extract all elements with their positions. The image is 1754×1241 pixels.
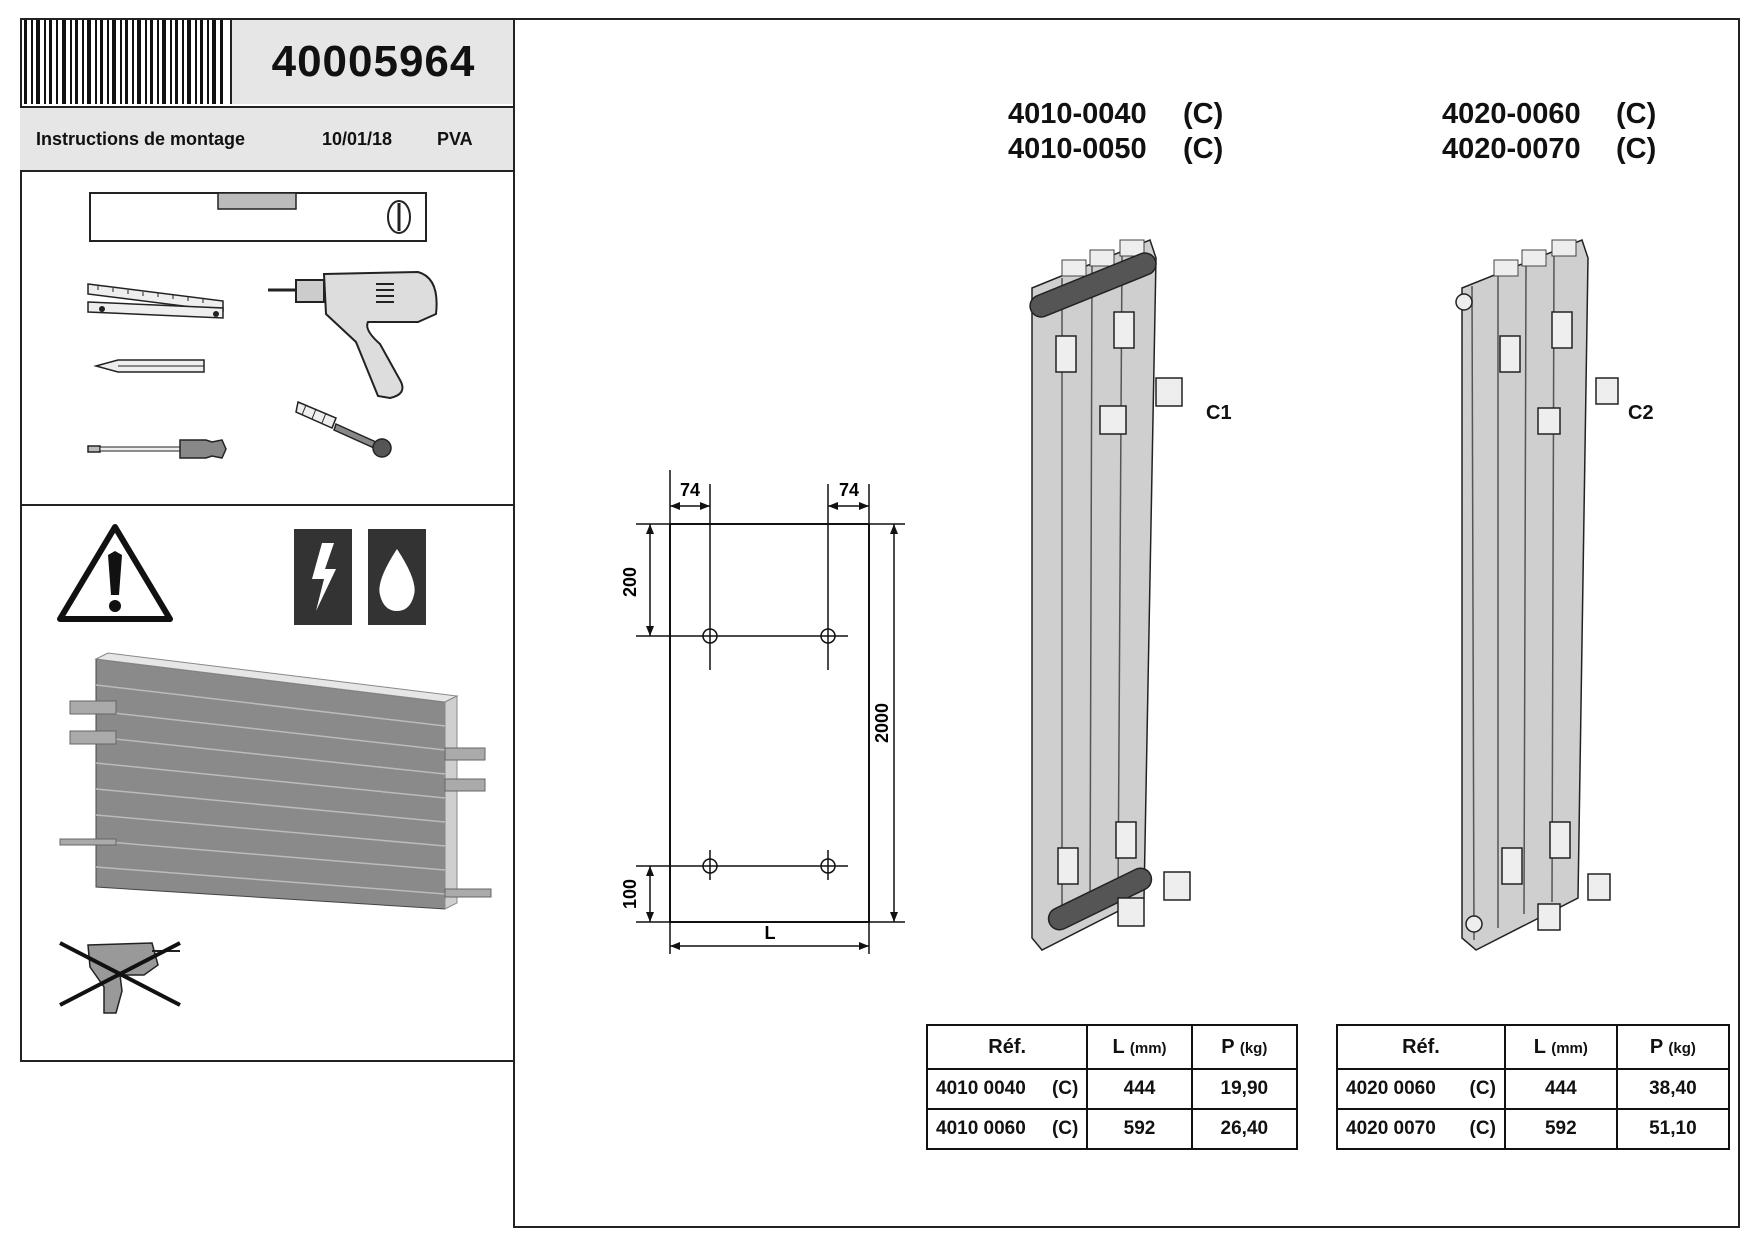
table-header-row	[1337, 1025, 1729, 1069]
mounting-drawing	[600, 470, 920, 960]
table-row: 4020 0060 (C) 444 38,40	[1337, 1069, 1729, 1109]
level-icon	[90, 193, 426, 241]
barcode	[22, 20, 230, 104]
spec-table-1	[926, 1024, 1298, 1150]
model1-line1-ref: 4010-0040	[1008, 98, 1147, 130]
barcode-bars	[24, 20, 223, 104]
pencil-icon	[96, 360, 204, 372]
model2-line2-ref: 4020-0070	[1442, 133, 1581, 165]
header-length: L (mm)	[1505, 1025, 1617, 1069]
doc-code: PVA	[437, 129, 473, 149]
screwdriver-icon	[88, 440, 226, 458]
doc-date: 10/01/18	[322, 129, 393, 149]
wall-plug-screw-icon	[296, 402, 391, 457]
doc-title: Instructions de montage	[36, 129, 246, 149]
dim-bottom-offset: 100	[620, 878, 640, 910]
bracket-label-c2: C2	[1628, 402, 1654, 424]
header-ref: Réf.	[1337, 1025, 1505, 1069]
table-row: 4010 0060 (C) 592 26,40	[927, 1109, 1297, 1149]
dim-top-offset: 200	[620, 566, 640, 598]
warnings-section	[20, 507, 515, 1060]
document-number: 40005964	[230, 20, 515, 104]
dim-width: L	[764, 923, 776, 943]
folding-rule-icon	[88, 284, 223, 318]
model2-line1-ref: 4020-0060	[1442, 98, 1581, 130]
no-drilling-icon	[60, 943, 180, 1013]
model1-line2-ref: 4010-0050	[1008, 133, 1147, 165]
header-length: L (mm)	[1087, 1025, 1191, 1069]
water-drop-icon	[368, 529, 426, 625]
table-row: 4010 0040 (C) 444 19,90	[927, 1069, 1297, 1109]
header-weight: P (kg)	[1192, 1025, 1297, 1069]
header-ref: Réf.	[927, 1025, 1087, 1069]
drill-icon	[268, 272, 437, 398]
dim-left-offset: 74	[679, 480, 701, 500]
dim-height: 2000	[872, 702, 892, 744]
spec-table-2	[1336, 1024, 1730, 1150]
table-header-row	[927, 1025, 1297, 1069]
bracket-label-c1: C1	[1206, 402, 1232, 424]
model1-line1-c: (C)	[1183, 98, 1224, 130]
dim-right-offset: 74	[838, 480, 860, 500]
radiator-2-illustration	[1450, 238, 1640, 958]
table-row: 4020 0070 (C) 592 51,10	[1337, 1109, 1729, 1149]
header-weight: P (kg)	[1617, 1025, 1729, 1069]
warning-triangle-icon	[60, 527, 170, 619]
info-bar	[20, 106, 515, 172]
model2-line1-c: (C)	[1616, 98, 1657, 130]
brick-wall-pipes	[60, 653, 491, 909]
tools-section	[20, 172, 515, 507]
model1-line2-c: (C)	[1183, 133, 1224, 165]
model2-line2-c: (C)	[1616, 133, 1657, 165]
electricity-icon	[294, 529, 352, 625]
radiator-1-illustration	[1018, 238, 1218, 958]
